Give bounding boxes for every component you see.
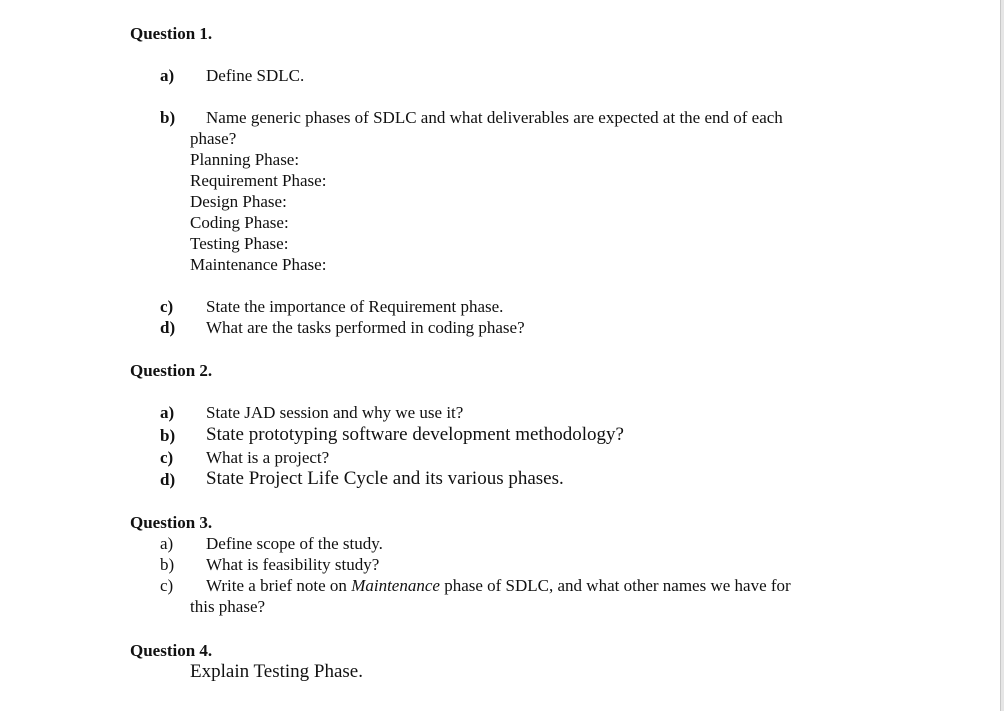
phase-planning: Planning Phase: <box>190 150 300 169</box>
q1-c-marker: c) <box>160 297 174 316</box>
phase-design: Design Phase: <box>190 192 287 211</box>
q1-b-marker: b) <box>160 108 176 127</box>
q3-a-text: Define scope of the study. <box>206 534 383 553</box>
question-3-title: Question 3. <box>130 513 213 532</box>
phase-coding: Coding Phase: <box>190 213 289 232</box>
question-2-title: Question 2. <box>130 361 213 380</box>
q2-b-text: State prototyping software development methodology? <box>206 424 624 445</box>
phase-testing: Testing Phase: <box>190 234 289 253</box>
q2-c-text: What is a project? <box>206 448 330 467</box>
question-1-title: Question 1. <box>130 24 213 43</box>
q3-b-marker: b) <box>160 555 175 574</box>
q2-b-marker: b) <box>160 426 176 445</box>
q3-c-marker: c) <box>160 576 174 595</box>
phase-maintenance: Maintenance Phase: <box>190 255 327 274</box>
phase-requirement: Requirement Phase: <box>190 171 327 190</box>
q3-c-text-line1 <box>206 576 791 596</box>
q4-text: Explain Testing Phase. <box>190 661 363 682</box>
q1-b-text-line2: phase? <box>190 129 237 148</box>
q3-b-text: What is feasibility study? <box>206 555 380 574</box>
q1-a-marker: a) <box>160 66 175 85</box>
q1-a-text: Define SDLC. <box>206 66 305 85</box>
q1-b-text-line1: Name generic phases of SDLC and what deliverables are expected at the end of each <box>206 108 783 127</box>
q3-c-text-line2: this phase? <box>190 597 266 616</box>
q2-d-text: State Project Life Cycle and its various phases. <box>206 468 564 489</box>
q2-d-marker: d) <box>160 470 176 489</box>
q3-a-marker: a) <box>160 534 174 553</box>
q3-c-text-italic: Maintenance <box>351 576 440 595</box>
q2-a-text: State JAD session and why we use it? <box>206 403 464 422</box>
question-4-title: Question 4. <box>130 641 213 660</box>
q1-d-marker: d) <box>160 318 176 337</box>
page-edge-scrollbar <box>1000 0 1004 711</box>
q3-c-text-before: Write a brief note on <box>206 576 352 595</box>
q1-c-text: State the importance of Requirement phase. <box>206 297 504 316</box>
q2-a-marker: a) <box>160 403 175 422</box>
q2-c-marker: c) <box>160 448 174 467</box>
q3-c-text-after: phase of SDLC, and what other names we have for <box>439 576 791 595</box>
q1-d-text: What are the tasks performed in coding phase? <box>206 318 525 337</box>
